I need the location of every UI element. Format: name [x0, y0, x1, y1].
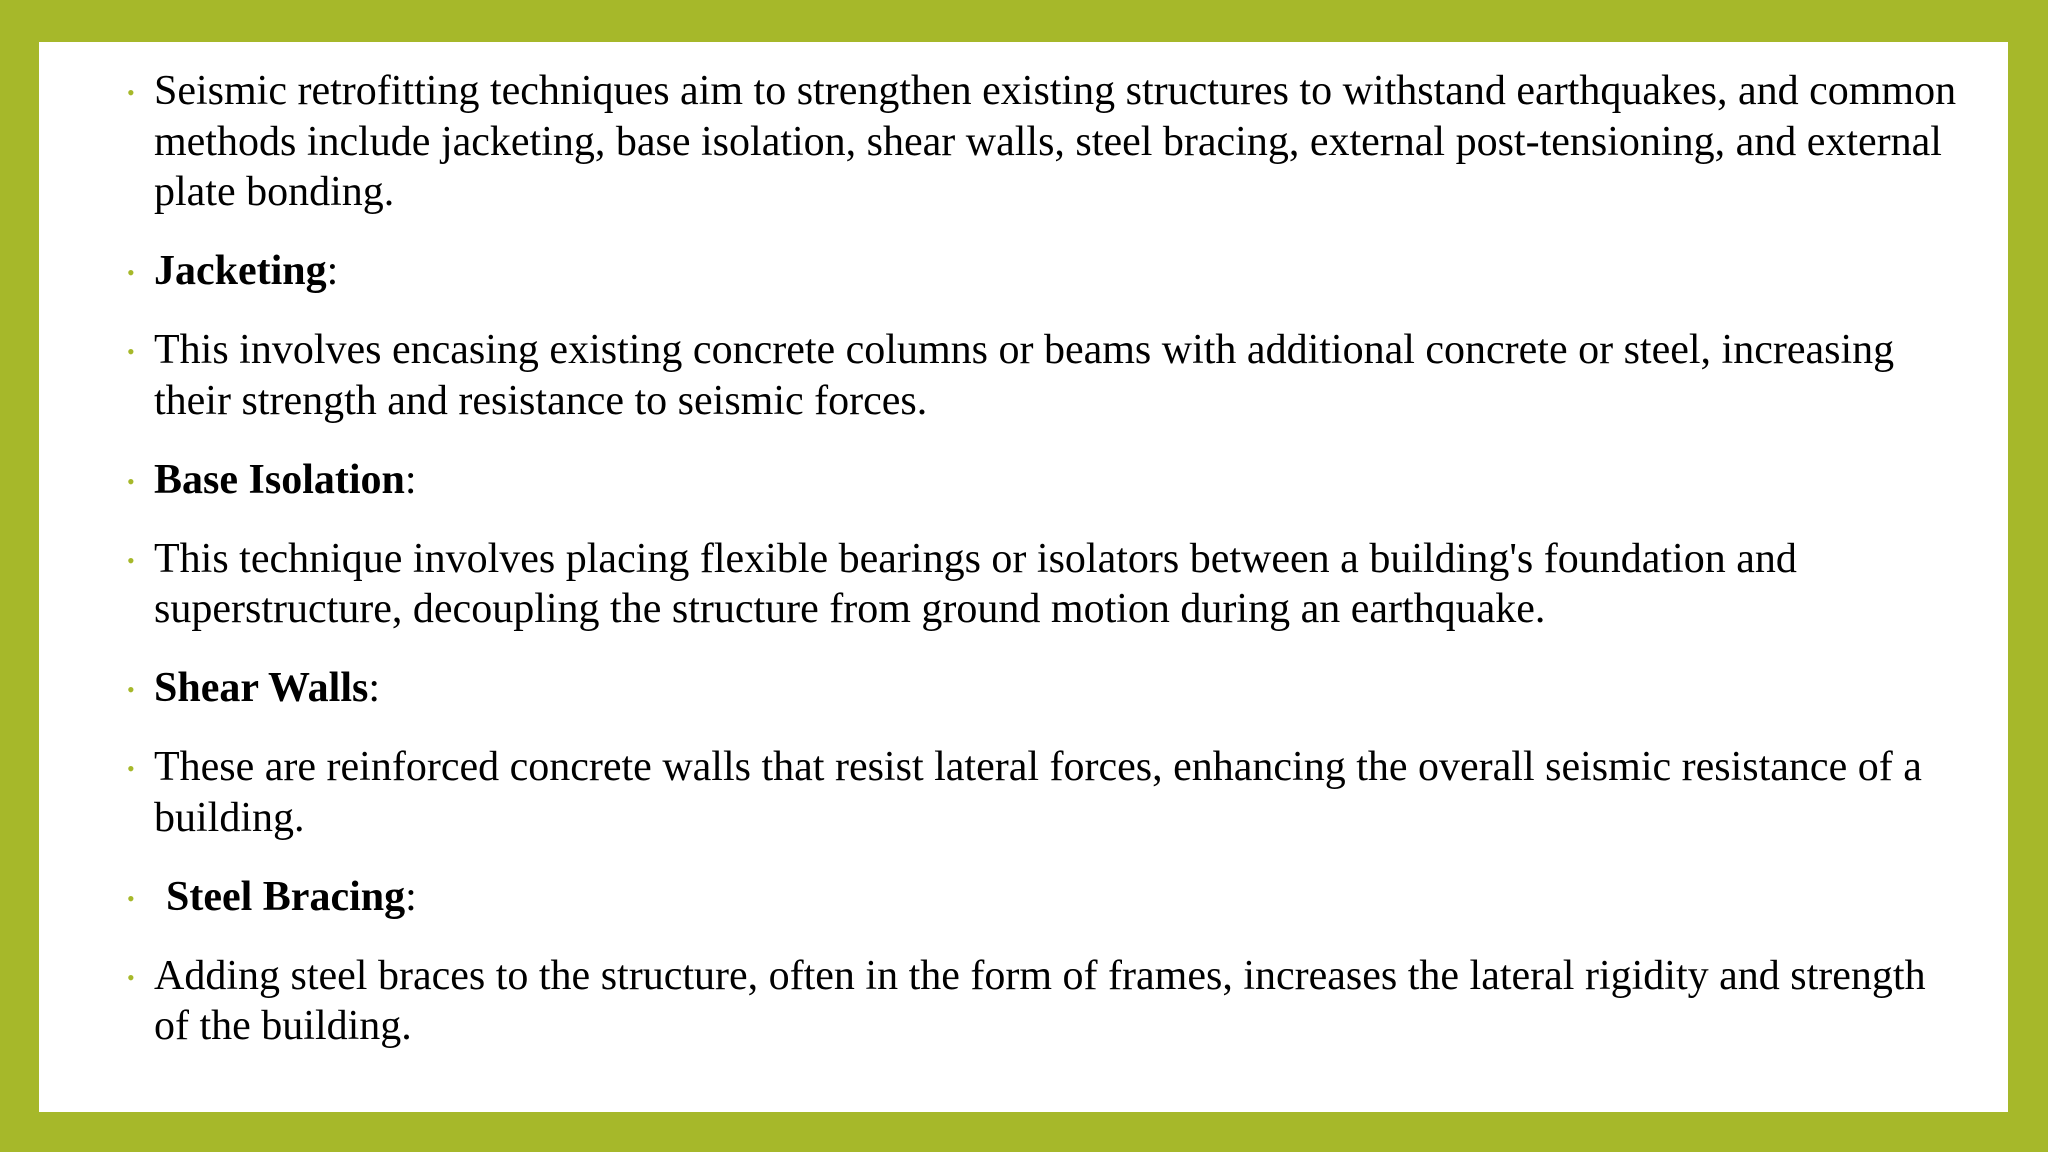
heading-suffix: : — [326, 248, 339, 294]
bullet-dot-icon: • — [127, 677, 135, 702]
bullet-text: These are reinforced concrete walls that resist lateral forces, enhancing the overall seismic resistance of a building. — [154, 744, 1922, 841]
heading-text: Jacketing — [154, 248, 327, 294]
bullet-heading-jacketing — [39, 246, 2008, 297]
bullet-text: Adding steel braces to the structure, often in the form of frames, increases the lateral rigidity and strength of the building. — [154, 952, 1926, 1049]
heading-suffix: : — [404, 456, 417, 503]
heading-text: Base Isolation — [154, 456, 405, 503]
heading-suffix: : — [405, 873, 417, 920]
bullet-text: This technique involves placing flexible bearings or isolators between a building's foundation and superstructure, decoupling the structure from ground motion during an earthquake. — [154, 535, 1797, 632]
bullet-item-intro — [39, 66, 2008, 218]
bullet-item-shear-walls — [39, 742, 2008, 843]
heading-suffix: : — [368, 665, 381, 711]
bullet-text: This involves encasing existing concrete columns or beams with additional concrete or steel, increasing their strength and resistance to seismic forces. — [154, 327, 1895, 424]
bullet-heading-shear-walls — [39, 663, 2008, 714]
bullet-item-jacketing — [39, 325, 2008, 426]
bullet-dot-icon: • — [127, 756, 135, 781]
heading-text: Steel Bracing — [166, 873, 406, 920]
bullet-dot-icon: • — [127, 80, 135, 105]
bullet-heading-base-isolation — [39, 455, 2008, 506]
bullet-dot-icon: • — [127, 964, 135, 990]
heading-text: Shear Walls — [154, 665, 369, 711]
bullet-list — [39, 66, 2008, 1080]
bullet-item-steel-bracing — [39, 951, 2008, 1052]
slide-content-area — [39, 42, 2008, 1112]
bullet-dot-icon: • — [127, 339, 135, 364]
bullet-item-base-isolation — [39, 534, 2008, 635]
bullet-heading-steel-bracing — [39, 872, 2008, 923]
bullet-dot-icon: • — [127, 260, 135, 285]
bullet-dot-icon: • — [127, 468, 135, 494]
bullet-dot-icon: • — [127, 885, 135, 911]
bullet-text: Seismic retrofitting techniques aim to strengthen existing structures to withstand earthquakes, and common methods include jacketing, base isolation, shear walls, steel bracing, external post-tensioning, and external plate bonding. — [154, 68, 1957, 215]
bullet-dot-icon: • — [127, 547, 135, 573]
